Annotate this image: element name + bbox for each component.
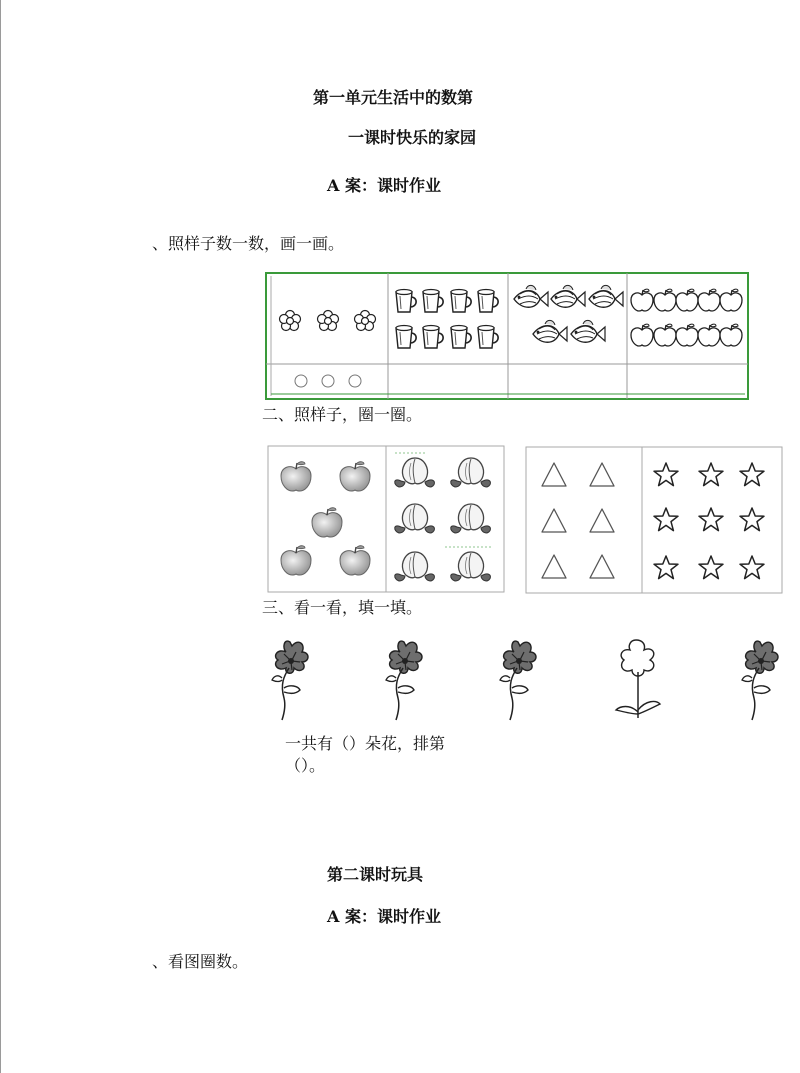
exercise3-flower-row [262,636,798,722]
page-left-rule [0,0,1,1073]
exercise2-instruction: 二、照样子，圈一圈。 [262,405,423,424]
exercise2-fruit-box [267,445,505,593]
exercise1-table [265,272,749,400]
flower-filled-icon [386,641,422,720]
flower-outline-icon [616,640,660,718]
lesson1-title-line1: 第一单元生活中的数第 [313,88,474,107]
exercise3-question-line1: 一共有（）朵花，排第 [285,734,446,753]
lesson1-title-line2: 一课时快乐的家园 [348,128,477,147]
flower-filled-icon [742,641,778,720]
lesson2-instruction: 、看图圈数。 [152,952,249,971]
exercise2-shape-box [525,446,783,594]
lesson2-subtitle: A 案：课时作业 [327,907,441,926]
flower-filled-icon [500,641,536,720]
exercise3-question-line2: （）。 [285,756,326,775]
exercise1-instruction: 、照样子数一数，画一画。 [152,234,345,253]
lesson1-subtitle: A 案：课时作业 [327,176,441,195]
exercise3-instruction: 三、看一看，填一填。 [262,598,423,617]
lesson2-title: 第二课时玩具 [327,865,424,884]
flower-filled-icon [272,641,308,720]
